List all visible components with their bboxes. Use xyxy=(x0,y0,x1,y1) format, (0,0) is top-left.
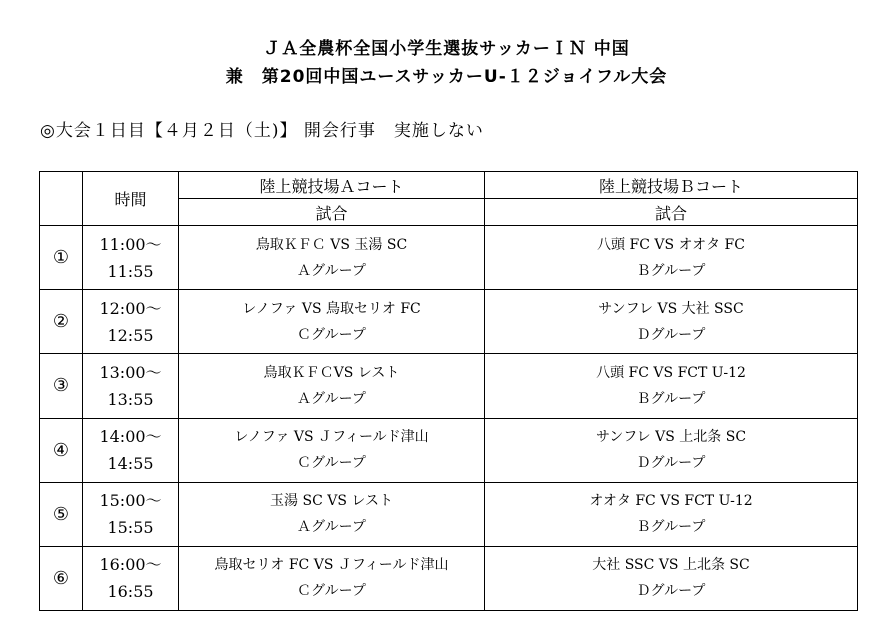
header-num-blank xyxy=(40,172,83,226)
court-b-group: Ｂグループ xyxy=(636,519,706,536)
court-a-match: 鳥取セリオ FC VS Ｊフィールド津山 xyxy=(214,557,449,574)
start-time: 14:00〜 xyxy=(99,427,162,447)
court-b-group: Ｂグループ xyxy=(636,390,706,407)
start-time: 13:00〜 xyxy=(99,362,162,382)
court-b-match: サンフレ VS 大社 SSC xyxy=(598,300,744,317)
court-a-cell xyxy=(179,546,485,610)
court-a-cell xyxy=(179,226,485,290)
court-b-group: Ｄグループ xyxy=(636,326,706,343)
time-cell xyxy=(83,482,179,546)
schedule-row xyxy=(40,226,858,290)
court-b-match: 大社 SSC VS 上北条 SC xyxy=(592,557,750,574)
match-number: ① xyxy=(40,226,83,290)
court-b-cell xyxy=(485,226,858,290)
header-court-a: 陸上競技場Ａコート xyxy=(179,172,485,199)
end-time: 15:55 xyxy=(107,518,154,538)
court-a-group: Ｃグループ xyxy=(297,583,366,600)
court-a-group: Ａグループ xyxy=(297,390,366,407)
court-a-cell xyxy=(179,354,485,418)
match-number: ③ xyxy=(40,354,83,418)
header-match-b: 試合 xyxy=(485,199,858,226)
end-time: 14:55 xyxy=(107,454,154,474)
court-b-group: Ｄグループ xyxy=(636,455,706,472)
schedule-row xyxy=(40,418,858,482)
time-cell xyxy=(83,226,179,290)
time-cell xyxy=(83,354,179,418)
court-a-match: 鳥取ＫＦＣ VS 玉湯 SC xyxy=(255,236,408,253)
court-b-cell xyxy=(485,546,858,610)
end-time: 13:55 xyxy=(107,389,154,409)
court-a-cell xyxy=(179,482,485,546)
end-time: 11:55 xyxy=(107,261,154,281)
court-a-match: レノファ VS 鳥取セリオ FC xyxy=(242,300,421,317)
time-cell xyxy=(83,290,179,354)
court-b-cell xyxy=(485,290,858,354)
court-a-group: Ａグループ xyxy=(297,519,366,536)
court-b-match: 八頭 FC VS オオタ FC xyxy=(597,236,745,253)
court-b-match: サンフレ VS 上北条 SC xyxy=(595,429,747,446)
court-a-group: Ｃグループ xyxy=(297,326,366,343)
start-time: 16:00〜 xyxy=(99,555,162,575)
match-number: ⑤ xyxy=(40,482,83,546)
day-note: ◎大会１日目【４月２日（土)】 開会行事 実施しない xyxy=(40,121,484,141)
court-b-cell xyxy=(485,482,858,546)
header-time: 時間 xyxy=(83,172,179,226)
schedule-row xyxy=(40,482,858,546)
time-cell xyxy=(83,418,179,482)
title-line-2: 兼 第20回中国ユースサッカーU-１２ジョイフル大会 xyxy=(225,67,668,87)
court-b-match: オオタ FC VS FCT U-12 xyxy=(589,493,753,510)
court-b-match: 八頭 FC VS FCT U-12 xyxy=(596,364,746,381)
court-a-group: Ｃグループ xyxy=(297,455,366,472)
header-match-a: 試合 xyxy=(179,199,485,226)
court-a-match: 鳥取ＫＦＣVS レスト xyxy=(263,364,400,381)
court-b-group: Ｄグループ xyxy=(636,583,706,600)
court-b-cell xyxy=(485,354,858,418)
start-time: 15:00〜 xyxy=(99,491,162,511)
court-b-group: Ｂグループ xyxy=(636,262,706,279)
court-a-cell xyxy=(179,418,485,482)
court-b-cell xyxy=(485,418,858,482)
match-number: ② xyxy=(40,290,83,354)
court-a-cell xyxy=(179,290,485,354)
schedule-row xyxy=(40,290,858,354)
schedule-row xyxy=(40,354,858,418)
title-line-1: ＪＡ全農杯全国小学生選抜サッカーＩＮ 中国 xyxy=(263,39,630,59)
schedule-row xyxy=(40,546,858,610)
header-court-b: 陸上競技場Ｂコート xyxy=(485,172,858,199)
end-time: 12:55 xyxy=(107,325,154,345)
time-cell xyxy=(83,546,179,610)
end-time: 16:55 xyxy=(107,582,154,602)
court-a-match: レノファ VS Ｊフィールド津山 xyxy=(234,429,429,446)
schedule-table xyxy=(39,171,858,611)
start-time: 11:00〜 xyxy=(99,234,162,254)
start-time: 12:00〜 xyxy=(99,298,162,318)
court-a-group: Ａグループ xyxy=(297,262,366,279)
match-number: ⑥ xyxy=(40,546,83,610)
match-number: ④ xyxy=(40,418,83,482)
court-a-match: 玉湯 SC VS レスト xyxy=(270,493,393,510)
